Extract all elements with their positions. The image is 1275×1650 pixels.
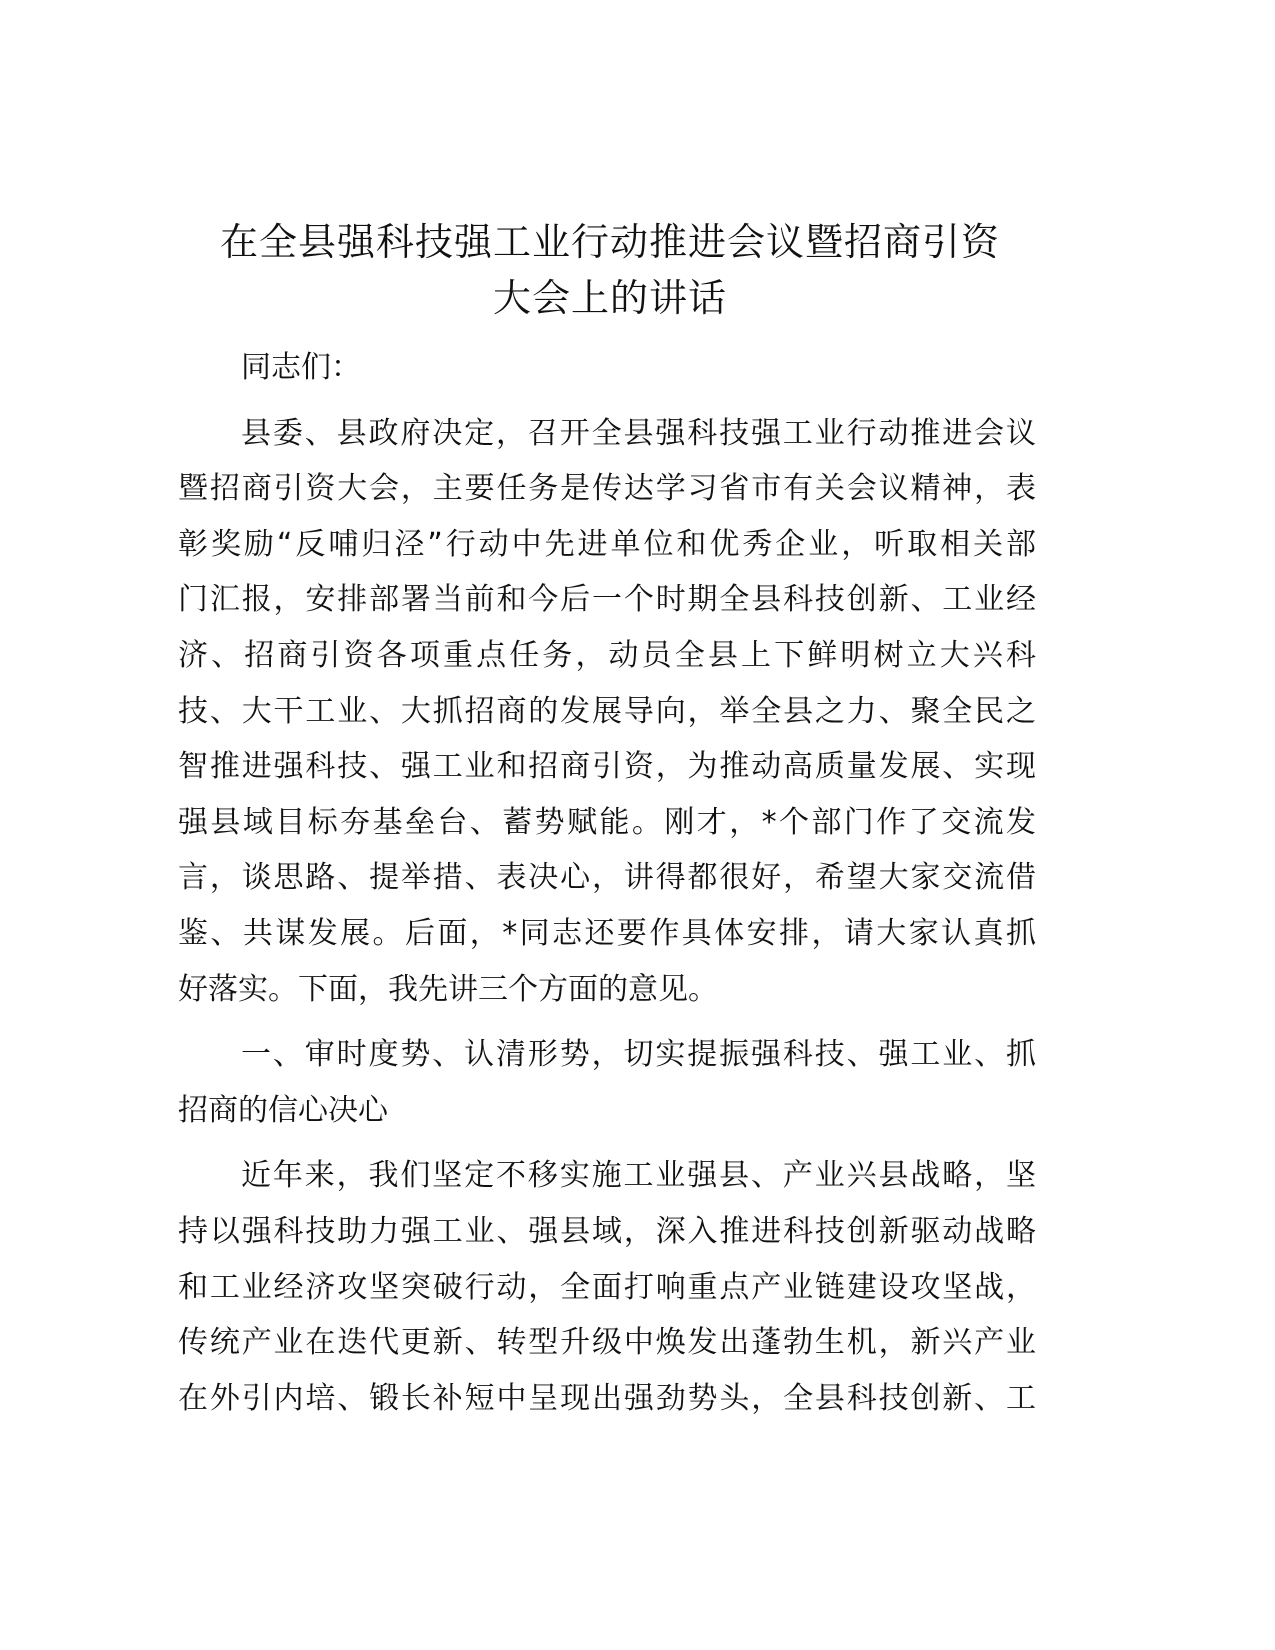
text-line: 在外引内培、锻长补短中呈现出强劲势头，全县科技创新、工 xyxy=(178,1380,1036,1416)
paragraph xyxy=(178,1148,1036,1426)
text-line: 县委、县政府决定，召开全县强科技强工业行动推进会议 xyxy=(241,415,1036,451)
text-line: 暨招商引资大会，主要任务是传达学习省市有关会议精神，表 xyxy=(178,471,1036,507)
text-line: 强县域目标夯基垒台、蓄势赋能。刚才，*个部门作了交流发 xyxy=(178,804,1036,840)
text-line: 和工业经济攻坚突破行动，全面打响重点产业链建设攻坚战， xyxy=(178,1269,1036,1305)
text-line: 智推进强科技、强工业和招商引资，为推动高质量发展、实现 xyxy=(178,749,1036,785)
text-line: 门汇报，安排部署当前和今后一个时期全县科技创新、工业经 xyxy=(178,582,1036,618)
text-line: 好落实。下面，我先讲三个方面的意见。 xyxy=(178,971,718,1007)
document-body xyxy=(178,340,1036,1436)
salutation-text: 同志们： xyxy=(241,350,361,385)
section-heading xyxy=(178,1027,1036,1138)
text-line: 济、招商引资各项重点任务，动员全县上下鲜明树立大兴科 xyxy=(178,637,1036,673)
document-title xyxy=(180,214,1040,326)
text-line: 技、大干工业、大抓招商的发展导向，举全县之力、聚全民之 xyxy=(178,693,1036,729)
text-line: 持以强科技助力强工业、强县域，深入推进科技创新驱动战略 xyxy=(178,1213,1036,1249)
text-line: 招商的信心决心 xyxy=(178,1092,388,1128)
text-line: 一、审时度势、认清形势，切实提振强科技、强工业、抓 xyxy=(241,1037,1036,1073)
title-line: 大会上的讲话 xyxy=(492,276,727,320)
paragraph xyxy=(178,406,1036,1018)
text-line: 鉴、共谋发展。后面，*同志还要作具体安排，请大家认真抓 xyxy=(178,915,1036,951)
text-line: 传统产业在迭代更新、转型升级中焕发出蓬勃生机，新兴产业 xyxy=(178,1325,1036,1361)
text-line: 彰奖励“反哺归泾”行动中先进单位和优秀企业，听取相关部 xyxy=(178,526,1036,562)
title-line: 在全县强科技强工业行动推进会议暨招商引资 xyxy=(219,220,1000,264)
text-line: 言，谈思路、提举措、表决心，讲得都很好，希望大家交流借 xyxy=(178,860,1036,896)
salutation xyxy=(178,340,1036,396)
text-line: 近年来，我们坚定不移实施工业强县、产业兴县战略，坚 xyxy=(241,1158,1036,1194)
